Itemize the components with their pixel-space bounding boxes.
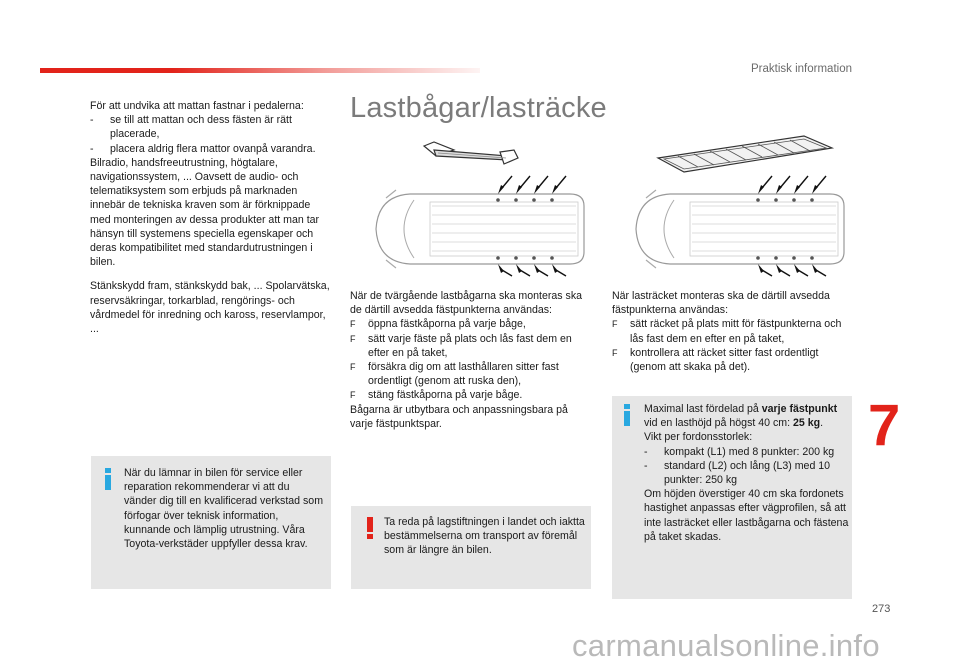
warning-box-text: Ta reda på lagstiftningen i landet och iaktta bestämmelserna om transport av föremål som är längre än bilen. xyxy=(384,516,585,557)
anchor-arrow xyxy=(762,176,772,188)
anchor-point xyxy=(810,198,814,202)
step-marker: F xyxy=(612,319,618,330)
anchor-arrow xyxy=(520,176,530,188)
step-text: sätt räcket på plats mitt för fästpunkterna och lås fast dem en efter en på taket, xyxy=(630,318,842,345)
anchor-point xyxy=(756,256,760,260)
anchor-arrow xyxy=(780,176,790,188)
anchor-arrow xyxy=(538,176,548,188)
vehicle-size-label: Vikt per fordonsstorlek: xyxy=(644,431,753,444)
list-item-text: standard (L2) och lång (L3) med 10 punkter: 250 kg xyxy=(664,459,831,487)
step-marker: F xyxy=(350,362,356,373)
step-marker: F xyxy=(350,390,356,401)
max-load-prefix: Maximal last fördelad på xyxy=(644,403,762,415)
step-text: kontrollera att räcket sitter fast ordentligt (genom att skaka på det). xyxy=(630,346,819,374)
rack-intro: När lasträcket monteras ska de därtill avsedda fästpunkterna användas: xyxy=(612,290,830,317)
max-load-bold: varje fästpunkt xyxy=(761,403,838,415)
list-item-text: kompakt (L1) med 8 punkter: 200 kg xyxy=(664,445,835,458)
list-item xyxy=(644,445,850,459)
page-number: 273 xyxy=(872,603,891,615)
mats-intro: För att undvika att mattan fastnar i pedalerna: xyxy=(90,100,304,112)
list-item xyxy=(350,360,590,388)
page-title: Lastbågar/lasträcke xyxy=(350,92,607,124)
list-item xyxy=(90,113,330,141)
list-marker: - xyxy=(90,142,94,155)
list-item xyxy=(90,142,330,156)
anchor-point xyxy=(774,256,778,260)
anchor-point xyxy=(514,256,518,260)
info-box-right-text xyxy=(644,402,850,544)
list-marker: - xyxy=(644,459,648,472)
chapter-number: 7 xyxy=(868,393,901,458)
anchor-arrow xyxy=(556,176,566,188)
section-label: Praktisk information xyxy=(751,63,852,75)
list-marker: - xyxy=(90,114,94,127)
van-body xyxy=(636,194,844,264)
warning-icon xyxy=(366,517,374,539)
list-item xyxy=(350,388,590,402)
anchor-arrow-head xyxy=(794,264,800,273)
equipment-paragraph: Bilradio, handsfreeutrustning, högtalare, navigationssystem, ... Oavsett de audio- och telematiksystem som erbjuds på marknaden innebär de tekniska kraven som är förknippade med monteringen av dessa produkter att man tar hänsyn till systemens speciella egenskaper och deras kompatibilitet med standardutrustningen i bilen. xyxy=(90,156,320,269)
list-item xyxy=(350,317,590,331)
info-box-right xyxy=(612,396,852,599)
list-item xyxy=(612,346,852,374)
max-load-suffix: vid en lasthöjd på högst 40 cm: xyxy=(644,417,793,430)
anchor-point xyxy=(756,198,760,202)
accessories-paragraph: Stänkskydd fram, stänkskydd bak, ... Spolarvätska, reservsäkringar, torkarblad, rengörings- och vårdmedel för inredning och kaross, reservlampor, ... xyxy=(90,280,330,336)
warning-box xyxy=(351,506,591,589)
bars-intro: När de tvärgående lastbågarna ska monteras ska de därtill avsedda fästpunkterna användas: xyxy=(350,290,583,317)
info-box-left-text: När du lämnar in bilen för service eller reparation rekommenderar vi att du vänder dig till en kvalificerad verkstad som förfogar över teknisk information, kunnande och lämplig utrustning. Våra Toyota-verkstäder uppfyller dessa krav. xyxy=(124,467,324,551)
van-body xyxy=(376,194,584,264)
anchor-arrow-head xyxy=(812,264,818,273)
van-top-view-right xyxy=(630,176,850,276)
roof-bar-illustration xyxy=(420,138,520,176)
max-load-end: . xyxy=(820,417,824,430)
info-icon xyxy=(103,468,113,490)
anchor-point xyxy=(532,256,536,260)
max-load-value: 25 kg xyxy=(793,417,821,430)
left-column xyxy=(90,99,330,336)
anchor-arrow-head xyxy=(552,264,558,273)
anchor-arrow-head xyxy=(534,264,540,273)
anchor-point xyxy=(514,198,518,202)
list-item xyxy=(644,459,850,487)
anchor-point xyxy=(496,256,500,260)
anchor-point xyxy=(792,198,796,202)
roof-rack-illustration xyxy=(654,132,834,176)
roof-bars-instructions xyxy=(350,289,590,431)
max-load-paragraph xyxy=(644,402,850,430)
anchor-arrow xyxy=(798,176,808,188)
list-marker: - xyxy=(644,445,648,458)
anchor-arrow-head xyxy=(758,264,764,273)
header-accent-bar xyxy=(40,68,480,73)
anchor-point xyxy=(496,198,500,202)
info-box-left xyxy=(91,456,331,589)
info-icon xyxy=(622,404,632,426)
anchor-point xyxy=(550,198,554,202)
anchor-point xyxy=(550,256,554,260)
anchor-point xyxy=(792,256,796,260)
anchor-arrow xyxy=(502,176,512,188)
list-item xyxy=(612,317,852,345)
bars-outro: Bågarna är utbytbara och anpassningsbara på varje fästpunktspar. xyxy=(350,403,568,430)
step-marker: F xyxy=(350,319,356,330)
step-text: försäkra dig om att lasthållaren sitter fast ordentligt (genom att ruska den), xyxy=(368,361,559,388)
list-item-text: placera aldrig flera mattor ovanpå varandra. xyxy=(110,142,316,155)
anchor-arrow-head xyxy=(776,264,782,273)
height-note: Om höjden överstiger 40 cm ska fordonets hastighet anpassas efter vägprofilen, så att inte lasträcket eller lastbågarna och fästena på taket skadas. xyxy=(644,488,849,543)
step-marker: F xyxy=(350,333,356,344)
list-item-text: se till att mattan och dess fästen är rätt placerade, xyxy=(110,114,292,141)
step-text: stäng fästkåporna på varje båge. xyxy=(368,389,523,402)
watermark: carmanualsonline.info xyxy=(572,628,880,663)
roof-rack-instructions xyxy=(612,289,852,374)
step-text: sätt varje fäste på plats och lås fast dem en efter en på taket, xyxy=(368,332,572,359)
step-text: öppna fästkåporna på varje båge, xyxy=(368,318,526,331)
anchor-point xyxy=(774,198,778,202)
anchor-arrow-head xyxy=(516,264,522,273)
list-item xyxy=(350,332,590,360)
step-marker: F xyxy=(612,347,618,358)
anchor-arrow xyxy=(816,176,826,188)
anchor-point xyxy=(810,256,814,260)
anchor-arrow-head xyxy=(498,264,504,273)
anchor-point xyxy=(532,198,536,202)
van-top-view-left xyxy=(370,176,590,276)
